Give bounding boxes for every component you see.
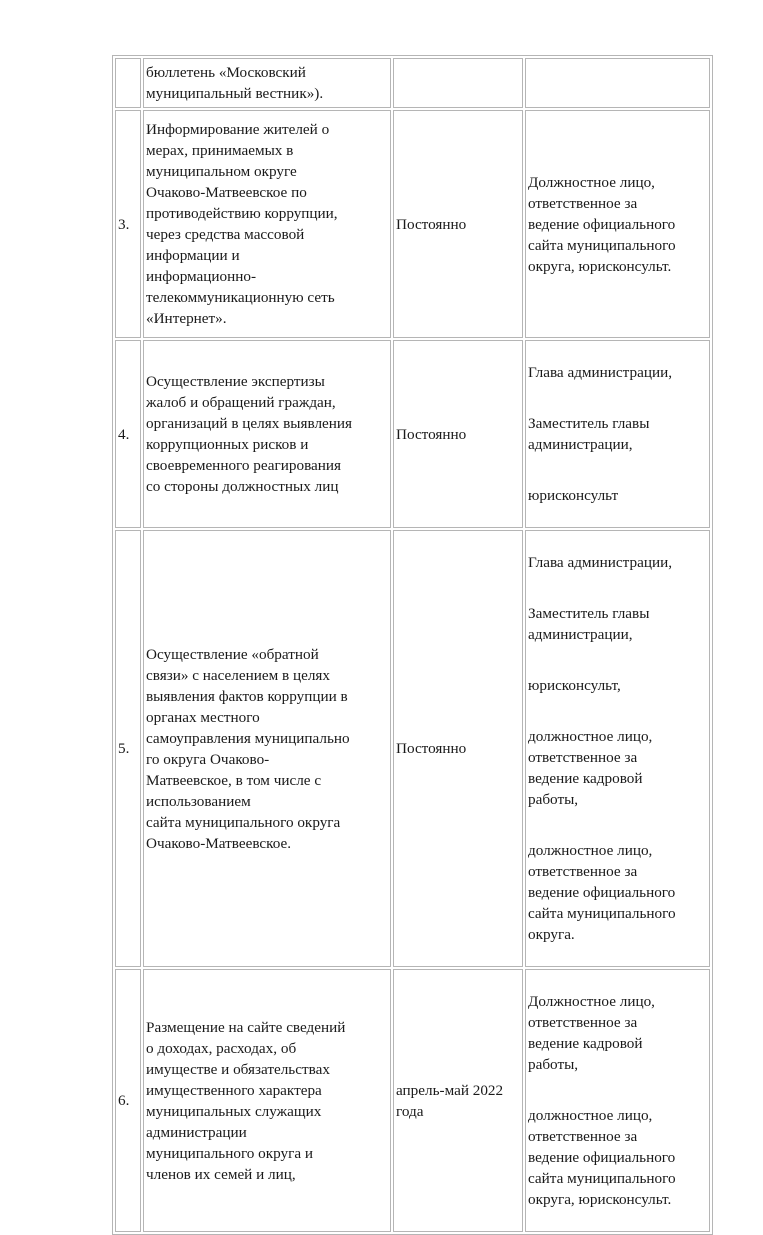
activity-cell: бюллетень «Московский муниципальный вестник»).	[143, 58, 391, 108]
period-cell: Постоянно	[393, 110, 523, 338]
table-row	[115, 340, 710, 528]
activity-cell: Осуществление экспертизы жалоб и обращений граждан, организаций в целях выявления коррупционных рисков и своевременного реагирования со стороны должностных лиц	[143, 340, 391, 528]
row-number	[115, 58, 141, 108]
responsible-entry: должностное лицо, ответственное за ведение кадровой работы,	[528, 728, 653, 808]
table-body	[115, 58, 710, 1232]
activity-cell: Информирование жителей о мерах, принимаемых в муниципальном округе Очаково-Матвеевское по противодействию коррупции, через средства массовой информации и информационно- телекоммуникационную сеть «Интернет».	[143, 110, 391, 338]
anticorruption-plan-table	[112, 55, 713, 1235]
table-row	[115, 969, 710, 1232]
responsible-cell	[525, 530, 710, 967]
responsible-entry: юрисконсульт	[528, 487, 619, 504]
responsible-entry: Глава администрации,	[528, 554, 673, 571]
responsible-entry: Заместитель главы администрации,	[528, 415, 650, 453]
responsible-entry: юрисконсульт,	[528, 677, 621, 694]
period-cell: Постоянно	[393, 530, 523, 967]
activity-cell: Осуществление «обратной связи» с населением в целях выявления фактов коррупции в органах местного самоуправления муниципально го округа Очаково- Матвеевское, в том числе с использованием сайта муниципального округа Очаково-Матвеевское.	[143, 530, 391, 967]
table-row	[115, 530, 710, 967]
row-number: 5.	[115, 530, 141, 967]
row-number: 3.	[115, 110, 141, 338]
responsible-entry: Должностное лицо, ответственное за ведение кадровой работы,	[528, 993, 655, 1073]
row-number: 6.	[115, 969, 141, 1232]
responsible-cell	[525, 969, 710, 1232]
row-number: 4.	[115, 340, 141, 528]
responsible-entry: должностное лицо, ответственное за ведение официального сайта муниципального округа, юрисконсульт.	[528, 1107, 676, 1208]
responsible-entry: Заместитель главы администрации,	[528, 605, 650, 643]
responsible-cell	[525, 110, 710, 338]
table-row	[115, 110, 710, 338]
responsible-cell	[525, 340, 710, 528]
table-row	[115, 58, 710, 108]
period-cell	[393, 58, 523, 108]
period-cell: Постоянно	[393, 340, 523, 528]
activity-cell: Размещение на сайте сведений о доходах, расходах, об имуществе и обязательствах имущественного характера муниципальных служащих администрации муниципального округа и членов их семей и лиц,	[143, 969, 391, 1232]
responsible-cell	[525, 58, 710, 108]
period-cell: апрель-май 2022 года	[393, 969, 523, 1232]
responsible-entry: должностное лицо, ответственное за ведение официального сайта муниципального округа.	[528, 842, 676, 943]
responsible-entry: Глава администрации,	[528, 364, 673, 381]
responsible-entry: Должностное лицо, ответственное за ведение официального сайта муниципального округа, юрисконсульт.	[528, 173, 676, 275]
